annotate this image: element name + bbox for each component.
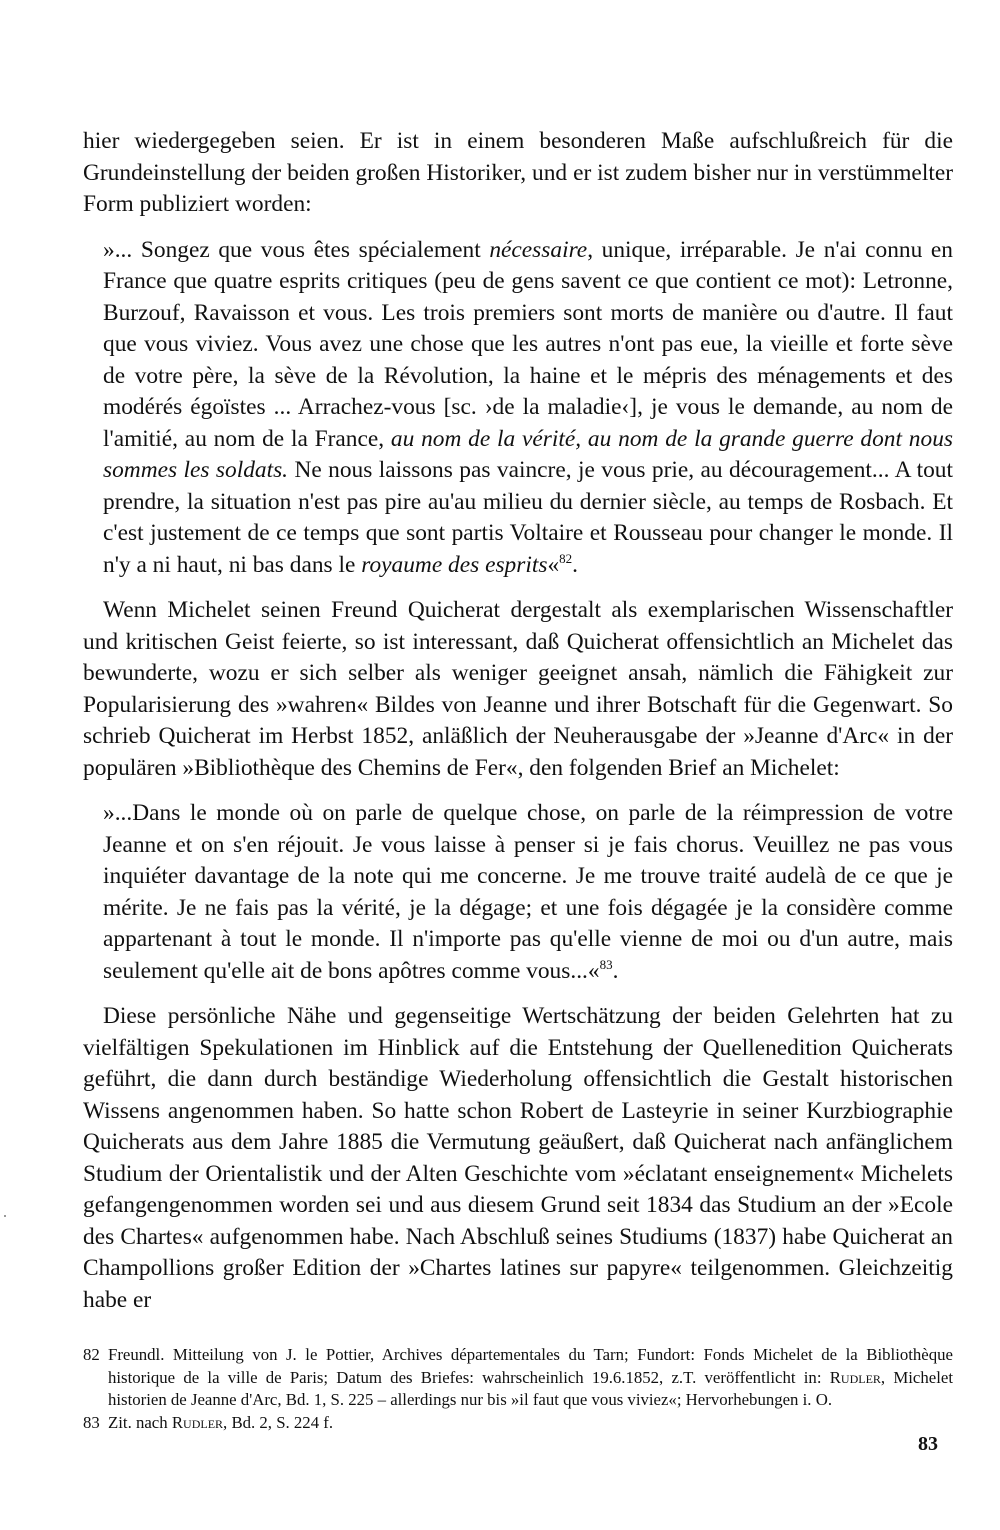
quote-2-text: »...Dans le monde où on parle de quelque chose, on parle de la réimpression de votre Jeanne et on s'en réjouit. Je vous laisse à penser si je fais chorus. Veuillez ne pas vous inquiéter davantage de la note qui me concerne. Je me trouve traité audelà de ce que je mérite. Je ne fais pas la vérité, je la dégage; et une fois dégagée je la considère comme appartenant à tout le monde. Il n'importe pas qu'elle vienne de moi ou d'un autre, mais seulement qu'elle ait de bons apôtres comme vous...« (103, 800, 953, 984)
quote-1-open: »... Songez que vous êtes spécialement (103, 236, 490, 263)
footnote-text-end: , Michelet historien de Jeanne d'Arc, Bd. 1, S. 225 – allerdings nur bis »il faut que vous viviez«; Hervorhebungen i. O. (108, 1367, 953, 1409)
footnote-text (108, 1412, 953, 1435)
footnote-ref-83[interactable]: 83 (599, 956, 613, 972)
footnote-82 (83, 1344, 953, 1412)
block-quote-quicherat (103, 798, 953, 987)
quote-1-close: « (547, 551, 560, 578)
footnote-83 (83, 1412, 953, 1435)
footnote-ref-82[interactable]: 82 (559, 550, 573, 566)
quote-1-emphasis-necessaire: nécessaire (489, 236, 588, 263)
footnote-text-end: , Bd. 2, S. 224 f. (223, 1412, 334, 1432)
body-paragraph-1: hier wiedergegeben seien. Er ist in einem besonderen Maße aufschlußreich für die Grundeinstellung der beiden großen Historiker, und er ist zudem bisher nur in verstümmelter Form publiziert worden: (83, 128, 953, 217)
quote-1-emphasis-verite: au nom de la vérité, au nom de la grande guerre dont nous sommes les soldats. (103, 425, 953, 483)
footnotes (83, 1344, 953, 1434)
footnote-text-start: Zit. nach (108, 1412, 172, 1432)
body-paragraph-2: Wenn Michelet seinen Freund Quicherat dergestalt als exemplarischen Wissenschaftler und kritischen Geist feierte, so ist interessant, daß Quicherat offensichtlich an Michelet das bewunderte, wozu er sich selber als weniger geeignet ansah, nämlich die Fähigkeit zur Popularisierung des »wahren« Bildes von Jeanne und ihrer Botschaft für die Gegenwart. So schrieb Quicherat im Herbst 1852, anläßlich der Neuherausgabe der »Jeanne d'Arc« in der populären »Bibliothèque des Chemins de Fer«, den folgenden Brief an Michelet: (83, 597, 953, 781)
footnote-number: 83 (83, 1412, 100, 1432)
footnote-author: Rudler (829, 1367, 881, 1387)
footnote-text-start: Freundl. Mitteilung von J. le Pottier, Archives départementales du Tarn; Fundort: Fonds Michelet de la Bibliothèque historique de la ville de Paris; Datum des Briefes: wahrscheinlich 19.6.1852, z.T. veröffentlicht in: (108, 1345, 953, 1387)
quote-1-text: , unique, irréparable. Je n'ai connu en France que quatre esprits critiques (peu de gens savent ce que contient ce mot): Letronne, Burzouf, Ravaisson et vous. Les trois premiers sont morts de manière ou d'autre. Il faut que vous viviez. Vous avez une chose que les autres n'ont pas eue, la vieille et forte sève de votre père, la sève de la Révolution, la haine et le mépris des ménagements et des modérés égoïstes ... Arrachez-vous [sc. ›de la maladie‹], je vous le demande, au nom de l'amitié, au nom de la France, (103, 236, 953, 452)
footnote-text (108, 1344, 953, 1412)
block-quote-michelet (103, 235, 953, 582)
footnote-number: 82 (83, 1345, 100, 1364)
body-paragraph-3: Diese persönliche Nähe und gegenseitige Wertschätzung der beiden Gelehrten hat zu vielfältigen Spekulationen im Hinblick auf die Entstehung der Quellenedition Quicherats geführt, die dann durch beständige Wiederholung offensichtlich die Gestalt historischen Wissens angenommen haben. So hatte schon Robert de Lasteyrie in seiner Kurzbiographie Quicherats aus dem Jahre 1885 die Vermutung geäußert, daß Quicherat nach anfänglichem Studium der Orientalistik und der Alten Geschichte vom »éclatant enseignement« Michelets gefangengenommen worden sei und aus diesem Grund seit 1834 das Studium an der »Ecole des Chartes« aufgenommen habe. Nach Abschluß seines Studiums (1837) habe Quicherat an Champollions großer Edition der »Chartes latines sur papyre« teilgenommen. Gleichzeitig habe er (83, 1003, 953, 1313)
footnote-author: Rudler (171, 1412, 224, 1432)
quote-1-text-continued: Ne nous laissons pas vaincre, je vous prie, au découragement... A tout prendre, la situation n'est pas pire au'au milieu du dernier siècle, au temps de Rosbach. Et c'est justement de ce temps que sont partis Voltaire et Rousseau pour changer le monde. Il n'y a ni haut, ni bas dans le (103, 457, 953, 578)
page-body (83, 126, 953, 1434)
quote-2-end: . (612, 957, 619, 984)
quote-1-end: . (572, 551, 579, 578)
quote-1-emphasis-royaume: royaume des esprits (361, 551, 548, 578)
page-number: 83 (918, 1433, 938, 1455)
margin-speck (4, 1215, 6, 1217)
